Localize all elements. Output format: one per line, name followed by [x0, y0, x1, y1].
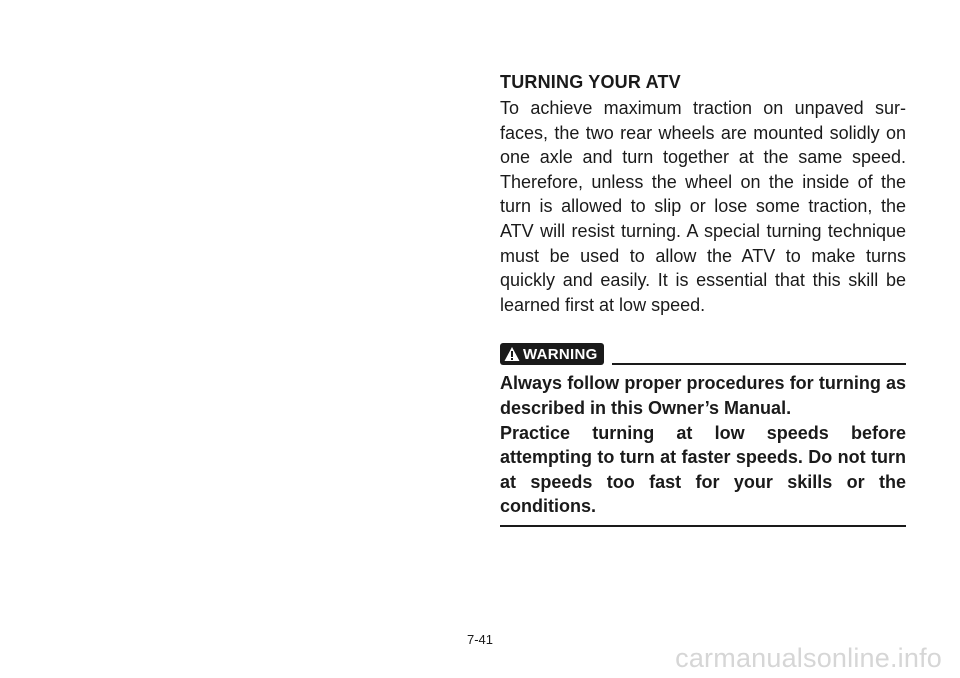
- watermark: carmanualsonline.info: [675, 643, 942, 673]
- warning-badge: [500, 343, 604, 365]
- section-body: To achieve maximum traction on unpaved sur-faces, the two rear wheels are mounted solidly on one axle and turn together at the same speed. Therefore, unless the wheel on the inside of the turn is allowed to slip or lose some traction, the ATV will resist turning. A special turning technique must be used to allow the ATV to make turns quickly and easily. It is essential that this skill be learned first at low speed.: [500, 98, 906, 315]
- content-column: [500, 70, 906, 527]
- warning-bottom-rule: [500, 525, 906, 527]
- warning-label: WARNING: [523, 345, 598, 363]
- warning-paragraph-2: Practice turning at low speeds before attempting to turn at faster speeds. Do not turn at speeds too fast for your skills or the conditions.: [500, 422, 906, 517]
- warning-header: [500, 343, 906, 365]
- warning-triangle-icon: [504, 346, 523, 362]
- warning-paragraph-1: Always follow proper procedures for turning as described in this Owner’s Manual.: [500, 373, 906, 418]
- section-title: TURNING YOUR ATV: [500, 72, 681, 92]
- page-number: 7-41: [466, 632, 494, 647]
- warning-header-rule: [612, 363, 906, 365]
